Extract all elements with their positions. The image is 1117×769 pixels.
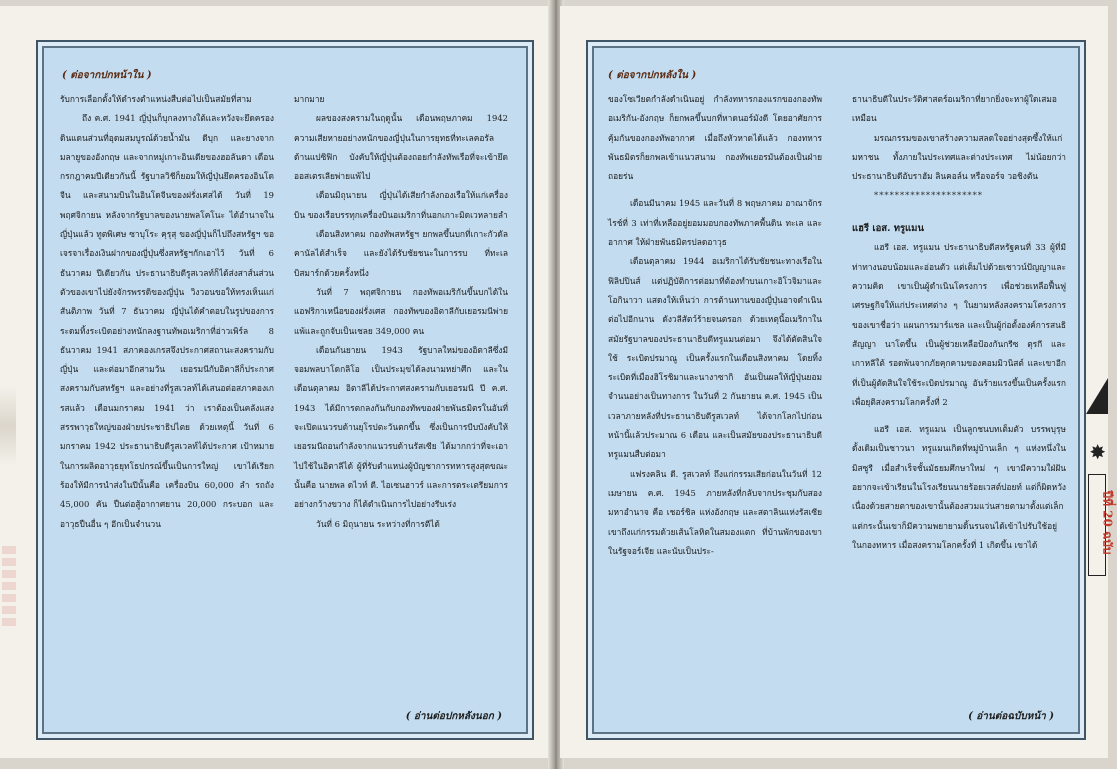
paragraph: เดือนสิงหาคม กองทัพสหรัฐฯ ยกพลขึ้นบกที่เกาะกัวดัลคานัลได้สำเร็จ และยังได้รับชัยชนะในการรบ ที่ทะเลบิสมาร์กด้วยครั้งหนึ่ง	[294, 229, 508, 278]
continued-on-label: ( อ่านต่อฉบับหน้า )	[968, 711, 1054, 722]
corner-badge-icon	[1086, 378, 1108, 414]
edge-issue-text: ปีที่ 20 ฉบับ	[1100, 490, 1115, 555]
left-column-1	[60, 90, 274, 720]
paragraph: แฮรี เอส. ทรูแมน ประธานาธิบดีสหรัฐคนที่ 33 ผู้ที่มีท่าทางนอบน้อมและอ่อนตัว แต่เต็มไปด้วยเชาวน์ปัญญาและความคิด เขาเป็นผู้ดำเนินโครงการ เพื่อช่วยเหลือฟื้นฟูเศรษฐกิจให้แก่ประเทศต่าง ๆ ในยามหลังสงครามโครงการของเขาชื่อว่า แผนการมาร์แชล และเป็นผู้ก่อตั้งองค์การสนธิสัญญา นาโตขึ้น เป็นผู้ช่วยเหลือป้องกันกรีซ ตุรกี และเกาหลีใต้ รอดพ้นจากภัยคุกคามของคอมมิวนิสต์ และเขาอีกที่เป็นผู้ตัดสินใจใช้ระเบิดปรมาณู อันร้ายแรงขึ้นเป็นครั้งแรก เพื่อยุติสงครามโลกครั้งที่ 2	[852, 242, 1066, 407]
left-page	[0, 6, 552, 758]
right-text-panel	[586, 40, 1086, 740]
paragraph: รับการเลือกตั้งให้ดำรงตำแหน่งสืบต่อไปเป็นสมัยที่สาม	[60, 94, 252, 104]
paragraph: มรณกรรมของเขาสร้างความสลดใจอย่างสุดซึ้งให้แก่มหาชน ทั้งภายในประเทศและต่างประเทศ ไม่น้อยกว่าประธานาธิบดีอับราฮัม ลินคอล์น หรือจอร์จ วอชิงตัน	[852, 132, 1066, 182]
section-heading: แฮรี เอส. ทรูแมน	[852, 223, 924, 235]
paragraph: วันที่ 6 มิถุนายน ระหว่างที่การตีได้	[316, 518, 440, 529]
left-edge-shadow	[0, 386, 16, 466]
left-text-panel	[36, 40, 534, 740]
paragraph: แฮรี เอส. ทรูแมน เป็นลูกชนบทเต็มตัว บรรพบุรุษดั้งเดิมเป็นชาวนา ทรูแมนเกิดที่หมู่บ้านเล็ก ๆ แห่งหนึ่งในมิสซูรี เมื่อสำเร็จชั้นมัธยมศึกษาใหม่ ๆ เขามีความใฝ่ฝันอยากจะเข้าเรียนในโรงเรียนนายร้อยเวสต์ปอยท์ แต่ก็ผิดหวัง เนื่องด้วยสายตาของเขานั้นต้องสวมแว่นสายตามาตั้งแต่เล็ก แต่กระนั้นเขาก็มีความพยายามดิ้นรนจนได้เข้าไปรับใช้อยู่ในกองทหาร เมื่อสงครามโลกครั้งที่ 1 เกิดขึ้น เขาได้	[852, 424, 1066, 550]
right-page	[560, 6, 1115, 758]
paragraph: เดือนมิถุนายน ญี่ปุ่นได้เสียกำลังกองเรือให้แก่เครื่องบิน ของเรือบรรทุกเครื่องบินอเมริกาที่นอกเกาะมิดเวหลายลำ	[294, 190, 508, 220]
section-divider: *********************	[874, 190, 983, 201]
right-column-2	[852, 90, 1066, 720]
right-column-1	[608, 90, 822, 720]
left-column-2	[294, 90, 508, 720]
starburst-icon: ✸	[1089, 440, 1106, 464]
paragraph: เดือนมีนาคม 1945 และวันที่ 8 พฤษภาคม อาณาจักรไรช์ที่ 3 เท่าที่เหลืออยู่ยอมมอบกองทัพภาคพื้นดิน ทะเล และอากาศ ให้ฝ่ายพันธมิตรปลดอาวุธ	[608, 198, 822, 248]
paragraph: เดือนกันยายน 1943 รัฐบาลใหม่ของอิตาลีซึ่งมี จอมพลบาโดกลิโอ เป็นประมุขได้ลงนามหย่าศึก และในเดือนตุลาคม อิตาลีได้ประกาศสงครามกับเยอรมนี ปี ค.ศ. 1943 ได้มีการตกลงกันกับกองทัพของฝ่ายพันธมิตรในอันที่จะเปิดแนวรบด้านยุโรปตะวันตกขึ้น ซึ่งเป็นการบีบบังคับให้เยอรมนีถอนกำลังจากแนวรบด้านรัสเซีย ได้มากกว่าที่จะเอาไปใช้ในอิตาลีได้ ผู้ที่รับตำแหน่งผู้บัญชาการทหารสูงสุดขณะนั้นคือ นายพล ดไวท์ ดี. ไอเซนฮาวร์ และการตระเตรียมการอย่างกว้างขวาง ก็ได้ดำเนินการไปอย่างรีบเร่ง	[294, 344, 508, 510]
left-edge-bleed	[2, 546, 16, 626]
continued-from-label: ( ต่อจากปกหลังใน )	[608, 70, 697, 81]
paragraph: ถึง ค.ศ. 1941 ญี่ปุ่นก็บุกลงทางใต้และหวังจะยึดครองดินแดนส่วนที่อุดมสมบูรณ์ด้วยน้ำมัน ดีบุก และยางจากมลายูของอังกฤษ และจากหมู่เกาะอินเดียของฮอลันดา เดือนกรกฎาคมปีเดียวกันนี้ รัฐบาลวิชีก็ยอมให้ญี่ปุ่นยึดครองอินโดจีน และสนามบินในอินโดจีนของฝรั่งเศสได้ วันที่ 19 พฤศจิกายน หลังจากรัฐบาลของนายพลโคโนะ ได้อำนาจในญี่ปุ่นแล้ว ทูตพิเศษ ซาบุโระ คุรุสุ ของญี่ปุ่นก็ไปถึงสหรัฐฯ ขอเจรจาเรื่องเงินฝากของญี่ปุ่นซึ่งสหรัฐฯกักเอาไว้ วันที่ 6 ธันวาคม ปีเดียวกัน ประธานาธิบดีรูสเวลท์ก็ได้ส่งสาส์นส่วนตัวของเขาไปยังจักรพรรดิของญี่ปุ่น วิงวอนขอให้ทรงเห็นแก่สันติภาพ วันที่ 7 ธันวาคม ญี่ปุ่นได้คำตอบในรูปของการระดมทิ้งระเบิดอย่างหนักลงฐานทัพอเมริกาที่อ่าวเพิร์ล 8 ธันวาคม 1941 สภาคองเกรสจึงประกาศสถานะสงครามกับญี่ปุ่น และต่อมาอีกสามวัน เยอรมนีกับอิตาลีก็ประกาศสงครามกับสหรัฐฯ และอย่างที่รูสเวลท์ได้เสนอต่อสภาคองเกรสแล้ว เดือนมกราคม 1941 ว่า เราต้องเป็นคลังแสงสรรพาวุธใหญ่ของฝ่ายประชาธิปไตย ด้วยเหตุนี้ วันที่ 6 มกราคม 1942 ประธานาธิบดีรูสเวลท์ได้ประกาศ เป้าหมายในการผลิตอาวุธยุทโธปกรณ์ขึ้นเป็นการใหญ่ เขาได้เรียกร้องให้มีการนำส่งในปีนั้นคือ เครื่องบิน 60,000 ลำ รถถัง 45,000 คัน ปืนต่อสู้อากาศยาน 20,000 กระบอก และอาวุธปืนอื่น ๆ อีกเป็นจำนวน	[60, 113, 274, 529]
paragraph: วันที่ 7 พฤศจิกายน กองทัพอเมริกันขึ้นบกได้ในแอฟริกาเหนือของฝรั่งเศส กองทัพของอิตาลีกับเยอรมนีพ่ายแพ้และถูกจับเป็นเชลย 349,000 คน	[294, 286, 508, 336]
continued-on-label: ( อ่านต่อปกหลังนอก )	[405, 711, 502, 722]
paragraph: ของโซเวียตกำลังดำเนินอยู่ กำลังทหารกองแรกของกองทัพอเมริกัน-อังกฤษ ก็ยกพลขึ้นบกที่หาดนอร์มังดี โดยอาศัยการคุ้มกันของกองทัพอากาศ เมื่อถึงหัวหาดได้แล้ว กองทหารพันธมิตรก็ยกพลเข้าแนวสนาม กองทัพเยอรมันต้องเป็นฝ่ายถอยร่น	[608, 94, 822, 182]
paragraph: แฟรงคลิน ดี. รูสเวลท์ ถึงแก่กรรมเสียก่อนในวันที่ 12 เมษายน ค.ศ. 1945 ภายหลังที่กลับจากประชุมกับสองมหาอำนาจ คือ เชอร์ชิล แห่งอังกฤษ และสตาลินแห่งรัสเซีย เขาถึงแก่กรรมด้วยเส้นโลหิตในสมองแตก ที่บ้านพักของเขาในรัฐจอร์เจีย และนับเป็นประ-	[608, 468, 822, 556]
paragraph: เดือนตุลาคม 1944 อเมริกาได้รับชัยชนะทางเรือในฟิลิปปินส์ แต่ปฏิบัติการต่อมาที่ต้องทำบนเกาะอิโวจิมาและโอกินาวา แสดงให้เห็นว่า การต้านทานของญี่ปุ่นอาจดำเนินต่อไปอีกนาน ดังวลีสัตว์ร้ายจนตรอก ด้วยเหตุนี้อเมริกาในสมัยรัฐบาลของประธานาธิบดีทรูแมนต่อมา จึงได้ตัดสินใจใช้ ระเบิดปรมาณู เป็นครั้งแรกในเดือนสิงหาคม โดยทิ้งระเบิดที่เมืองฮิโรชิมาและนางาซากิ อันเป็นผลให้ญี่ปุ่นยอมจำนนอย่างเป็นทางการ ในวันที่ 2 กันยายน ค.ศ. 1945 เป็นเวลาภายหลังที่ประธานาธิบดีรูสเวลท์ ได้จากโลกไปก่อนหน้านี้แล้วประมาณ 6 เดือน และเป็นสมัยของประธานาธิบดีทรูแมนสืบต่อมา	[608, 256, 822, 460]
paragraph: ธานาธิบดีในประวัติศาสตร์อเมริกาที่ยากยิ่งจะหาผู้ใดเสมอเหมือน	[852, 94, 1057, 124]
continued-from-label: ( ต่อจากปกหน้าใน )	[62, 70, 152, 81]
paragraph: ผลของสงครามในฤดูนั้น เดือนพฤษภาคม 1942 ความเสียหายอย่างหนักของญี่ปุ่นในการยุทธที่ทะเลคอรัลด้านแปซิฟิก บังคับให้ญี่ปุ่นต้องถอยกำลังทัพเรือที่จะเข้ายึดออสเตรเลียพ่ายแพ้ไป	[294, 113, 508, 182]
paragraph: มากมาย	[294, 94, 325, 104]
edge-issue-tab	[1088, 474, 1115, 576]
